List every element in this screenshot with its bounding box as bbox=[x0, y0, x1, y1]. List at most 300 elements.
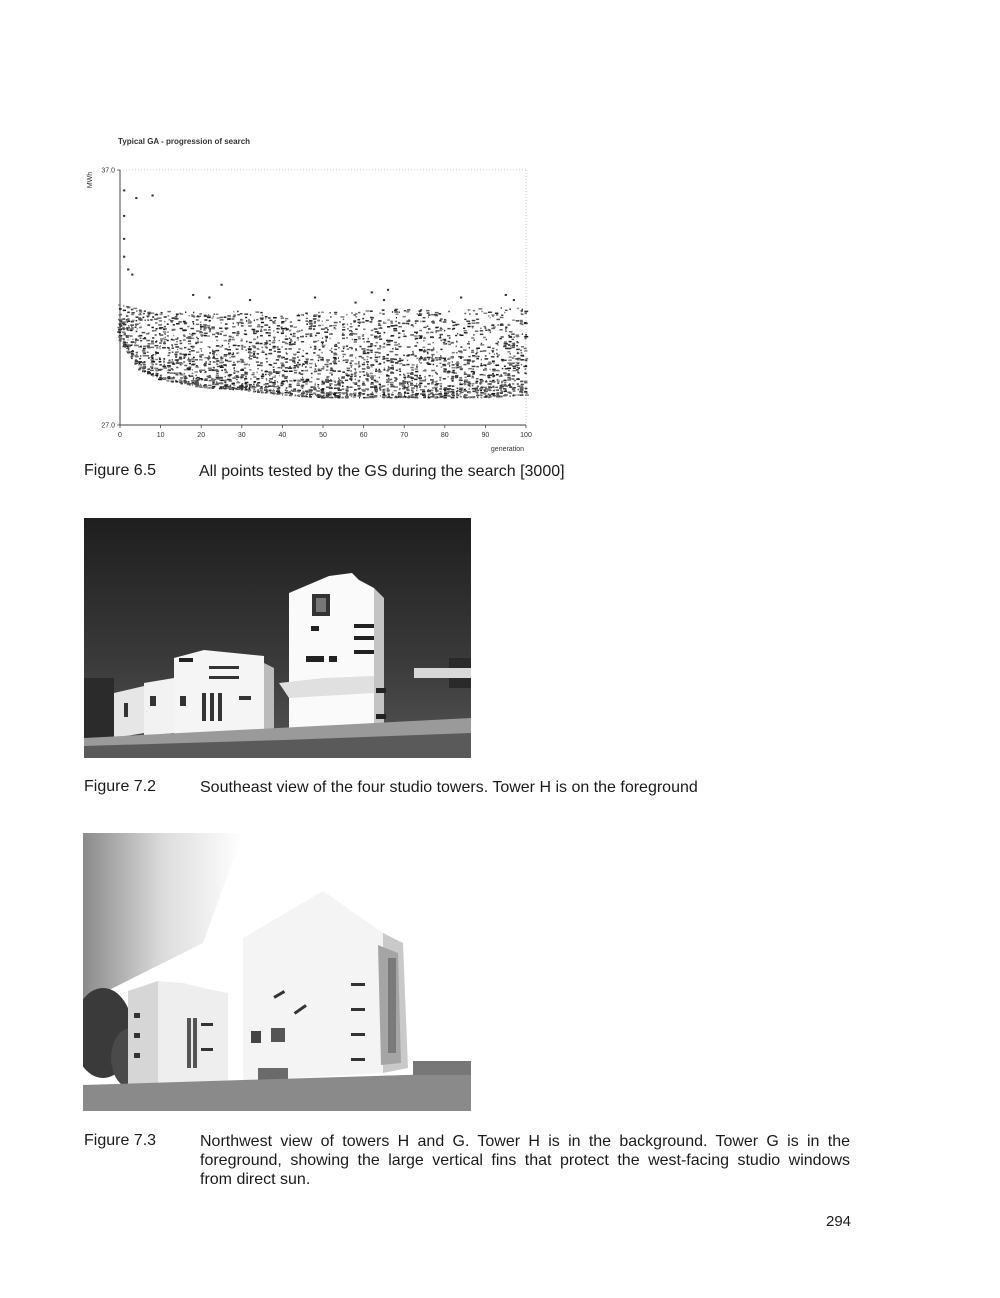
data-point bbox=[261, 392, 263, 394]
data-point bbox=[510, 353, 511, 355]
data-point bbox=[139, 361, 143, 363]
data-point bbox=[229, 357, 230, 359]
data-point bbox=[403, 382, 406, 384]
data-point bbox=[318, 315, 321, 317]
data-point bbox=[497, 356, 499, 358]
data-point bbox=[526, 358, 529, 360]
data-point bbox=[158, 369, 161, 371]
data-point bbox=[370, 375, 373, 377]
data-point bbox=[253, 331, 255, 333]
data-point bbox=[346, 397, 348, 399]
data-point bbox=[460, 346, 462, 348]
data-point bbox=[249, 390, 250, 392]
data-point bbox=[213, 354, 215, 356]
data-point bbox=[176, 367, 178, 369]
data-point bbox=[365, 320, 368, 322]
data-point bbox=[143, 364, 146, 366]
data-point bbox=[354, 389, 357, 391]
data-point bbox=[306, 358, 309, 360]
data-point bbox=[460, 391, 461, 393]
data-point bbox=[204, 328, 207, 330]
data-point bbox=[266, 332, 269, 334]
data-point bbox=[219, 365, 222, 367]
data-point bbox=[219, 362, 222, 364]
data-point bbox=[468, 323, 471, 325]
data-point bbox=[463, 390, 467, 392]
data-point bbox=[380, 327, 382, 329]
data-point bbox=[355, 350, 357, 352]
data-point bbox=[299, 372, 301, 374]
data-point bbox=[317, 386, 318, 388]
data-point bbox=[217, 317, 220, 319]
data-point bbox=[511, 347, 515, 349]
data-point bbox=[179, 340, 181, 342]
data-point bbox=[147, 368, 150, 370]
data-point bbox=[492, 351, 494, 353]
data-point bbox=[317, 355, 320, 357]
data-point bbox=[200, 321, 201, 323]
data-point bbox=[240, 340, 242, 342]
data-point bbox=[159, 314, 162, 316]
data-point bbox=[224, 388, 227, 390]
data-point bbox=[282, 394, 283, 396]
data-point bbox=[122, 321, 126, 323]
data-point bbox=[379, 363, 381, 365]
data-point bbox=[443, 343, 446, 345]
x-tick-label: 70 bbox=[400, 432, 409, 439]
data-point bbox=[322, 346, 324, 348]
data-point bbox=[520, 350, 522, 352]
data-point bbox=[447, 388, 451, 390]
data-point bbox=[126, 336, 129, 338]
data-point bbox=[184, 383, 186, 385]
data-point bbox=[517, 389, 519, 391]
data-point bbox=[480, 344, 484, 346]
data-point bbox=[229, 336, 231, 338]
data-point bbox=[359, 346, 361, 348]
data-point bbox=[475, 387, 477, 389]
data-point bbox=[155, 363, 157, 365]
data-point bbox=[251, 387, 255, 389]
figure-6-5-caption: All points tested by the GS during the search [3000] bbox=[199, 463, 565, 480]
data-point bbox=[318, 320, 320, 322]
data-point bbox=[395, 309, 398, 311]
data-point bbox=[326, 337, 329, 339]
data-point bbox=[126, 306, 129, 308]
data-point bbox=[488, 377, 491, 379]
data-point bbox=[511, 333, 514, 335]
data-point bbox=[418, 384, 421, 386]
data-point bbox=[347, 348, 349, 350]
data-point bbox=[517, 308, 519, 310]
data-point bbox=[294, 372, 297, 374]
data-point bbox=[235, 375, 238, 377]
data-point bbox=[452, 361, 453, 363]
data-point bbox=[480, 380, 483, 382]
data-point bbox=[261, 322, 264, 324]
data-point bbox=[431, 349, 435, 351]
data-point bbox=[321, 352, 323, 354]
data-point bbox=[439, 377, 441, 379]
data-point bbox=[337, 395, 339, 397]
data-point bbox=[390, 321, 392, 323]
data-point bbox=[342, 385, 344, 387]
data-point bbox=[279, 340, 280, 342]
data-point bbox=[504, 312, 505, 314]
data-point bbox=[489, 369, 490, 371]
data-point bbox=[223, 380, 226, 382]
data-point bbox=[505, 329, 506, 331]
data-point bbox=[449, 358, 450, 360]
data-point bbox=[340, 316, 344, 318]
data-point bbox=[404, 378, 406, 380]
data-point bbox=[171, 339, 173, 341]
data-point bbox=[290, 395, 292, 397]
data-point bbox=[463, 349, 466, 351]
data-point bbox=[191, 315, 195, 317]
data-point bbox=[351, 396, 353, 398]
data-point bbox=[424, 357, 427, 359]
data-point bbox=[210, 361, 212, 363]
data-point bbox=[222, 386, 223, 388]
data-point bbox=[273, 389, 274, 391]
data-point bbox=[269, 340, 271, 342]
data-point bbox=[419, 349, 423, 351]
data-point bbox=[398, 393, 402, 395]
data-point bbox=[228, 343, 229, 345]
data-point bbox=[225, 328, 227, 330]
data-point bbox=[387, 326, 390, 328]
data-point bbox=[313, 388, 316, 390]
data-point bbox=[383, 369, 385, 371]
data-point bbox=[451, 320, 452, 322]
data-point bbox=[272, 385, 275, 387]
data-point bbox=[513, 370, 517, 372]
data-point bbox=[159, 377, 162, 379]
data-point bbox=[439, 334, 443, 336]
data-point bbox=[428, 314, 430, 316]
data-point bbox=[297, 339, 298, 341]
data-point bbox=[237, 314, 240, 316]
data-point bbox=[433, 364, 434, 366]
data-point bbox=[233, 367, 234, 369]
data-point bbox=[358, 364, 360, 366]
data-point bbox=[386, 374, 388, 376]
data-point bbox=[314, 371, 317, 373]
data-point bbox=[503, 372, 507, 374]
data-point bbox=[313, 318, 317, 320]
data-point bbox=[435, 381, 438, 383]
data-point bbox=[362, 318, 364, 320]
data-point bbox=[399, 363, 402, 365]
data-point bbox=[497, 354, 500, 356]
data-point bbox=[322, 357, 324, 359]
data-point bbox=[346, 314, 347, 316]
data-point bbox=[224, 369, 226, 371]
data-point bbox=[488, 361, 491, 363]
data-point bbox=[353, 333, 357, 335]
data-point bbox=[520, 387, 524, 389]
data-point bbox=[440, 355, 441, 357]
tower-far-left bbox=[114, 686, 144, 738]
data-point bbox=[326, 319, 329, 321]
data-point bbox=[204, 372, 206, 374]
data-point bbox=[329, 383, 333, 385]
data-point bbox=[358, 380, 360, 382]
data-point bbox=[298, 390, 299, 392]
data-point bbox=[388, 366, 389, 368]
data-point bbox=[395, 348, 398, 350]
data-point bbox=[280, 385, 283, 387]
data-point bbox=[266, 340, 268, 342]
data-point bbox=[302, 387, 304, 389]
data-point bbox=[215, 358, 219, 360]
data-point bbox=[233, 311, 234, 313]
data-point bbox=[514, 380, 516, 382]
data-point bbox=[430, 379, 434, 381]
data-point bbox=[342, 392, 346, 394]
data-point bbox=[520, 320, 523, 322]
data-point bbox=[281, 357, 283, 359]
data-point bbox=[197, 315, 198, 317]
data-point bbox=[414, 335, 418, 337]
data-point bbox=[435, 312, 439, 314]
data-point bbox=[359, 356, 362, 358]
data-point bbox=[274, 393, 275, 395]
data-point bbox=[159, 361, 162, 363]
data-point bbox=[213, 356, 215, 358]
data-point bbox=[367, 366, 369, 368]
data-point bbox=[124, 346, 126, 348]
data-point bbox=[497, 393, 499, 395]
data-point bbox=[294, 359, 296, 361]
data-point bbox=[305, 312, 307, 314]
data-point bbox=[439, 359, 442, 361]
data-point bbox=[471, 350, 473, 352]
data-point bbox=[216, 371, 219, 373]
data-point bbox=[266, 358, 268, 360]
data-point bbox=[276, 372, 280, 374]
data-point bbox=[241, 338, 243, 340]
data-point bbox=[334, 397, 336, 399]
data-point bbox=[508, 359, 512, 361]
data-point bbox=[412, 326, 414, 328]
data-point bbox=[285, 335, 287, 337]
data-point bbox=[305, 366, 307, 368]
data-point bbox=[244, 364, 247, 366]
data-point bbox=[128, 349, 129, 351]
data-point bbox=[305, 381, 308, 383]
data-point bbox=[399, 311, 400, 313]
data-point bbox=[407, 383, 408, 385]
x-tick-label: 10 bbox=[156, 432, 165, 439]
data-point bbox=[139, 358, 141, 360]
data-point bbox=[394, 390, 397, 392]
data-point bbox=[224, 354, 228, 356]
data-point bbox=[237, 311, 239, 313]
data-point bbox=[447, 335, 450, 337]
data-point bbox=[156, 328, 158, 330]
data-point bbox=[496, 353, 498, 355]
data-point bbox=[179, 358, 181, 360]
data-point bbox=[195, 375, 197, 377]
data-point bbox=[423, 317, 426, 319]
data-point bbox=[343, 319, 344, 321]
data-point bbox=[416, 390, 417, 392]
data-point bbox=[195, 382, 199, 384]
data-point bbox=[285, 361, 286, 363]
data-point bbox=[253, 391, 255, 393]
data-point bbox=[290, 334, 292, 336]
data-point bbox=[375, 369, 377, 371]
data-point bbox=[384, 389, 385, 391]
data-point bbox=[524, 322, 527, 324]
data-point bbox=[370, 364, 374, 366]
data-point bbox=[378, 325, 382, 327]
data-point bbox=[160, 348, 161, 350]
data-point bbox=[227, 379, 231, 381]
data-point bbox=[329, 397, 333, 399]
data-point bbox=[358, 336, 361, 338]
data-point bbox=[147, 319, 149, 321]
data-point bbox=[131, 327, 133, 329]
data-point bbox=[329, 350, 331, 352]
data-point bbox=[233, 345, 237, 347]
data-point-outlier bbox=[505, 294, 507, 296]
data-point bbox=[516, 341, 517, 343]
data-point bbox=[184, 381, 188, 383]
data-point bbox=[127, 339, 128, 341]
data-point bbox=[269, 320, 272, 322]
data-point bbox=[359, 376, 361, 378]
data-point bbox=[192, 382, 195, 384]
data-point bbox=[450, 391, 454, 393]
data-point bbox=[303, 350, 304, 352]
data-point bbox=[521, 392, 523, 394]
data-point bbox=[297, 352, 300, 354]
data-point bbox=[475, 353, 477, 355]
data-point bbox=[386, 360, 389, 362]
data-point bbox=[231, 318, 234, 320]
data-point bbox=[163, 358, 165, 360]
data-point bbox=[505, 343, 508, 345]
data-point bbox=[501, 392, 503, 394]
data-point bbox=[288, 348, 291, 350]
data-point bbox=[183, 376, 185, 378]
data-point bbox=[170, 320, 174, 322]
data-point bbox=[163, 367, 167, 369]
data-point bbox=[150, 312, 154, 314]
data-point bbox=[164, 316, 167, 318]
data-point bbox=[342, 346, 345, 348]
data-point bbox=[175, 338, 176, 340]
data-point bbox=[513, 390, 516, 392]
data-point bbox=[383, 393, 385, 395]
data-point bbox=[168, 362, 170, 364]
data-point bbox=[246, 320, 247, 322]
data-point bbox=[171, 381, 174, 383]
data-point bbox=[457, 390, 459, 392]
data-point bbox=[516, 336, 520, 338]
data-point bbox=[465, 397, 466, 399]
data-point bbox=[150, 359, 154, 361]
data-point bbox=[313, 326, 316, 328]
data-point bbox=[416, 366, 418, 368]
data-point bbox=[196, 337, 197, 339]
data-point bbox=[500, 338, 502, 340]
data-point bbox=[286, 358, 289, 360]
data-point bbox=[148, 315, 149, 317]
data-point bbox=[232, 354, 234, 356]
data-point bbox=[441, 321, 442, 323]
data-point bbox=[289, 366, 291, 368]
chart-points bbox=[117, 189, 529, 398]
data-point bbox=[364, 341, 365, 343]
data-point bbox=[410, 373, 413, 375]
data-point bbox=[386, 358, 389, 360]
data-point bbox=[402, 323, 405, 325]
data-point bbox=[438, 313, 441, 315]
data-point bbox=[269, 332, 271, 334]
data-point bbox=[254, 320, 255, 322]
data-point bbox=[309, 333, 312, 335]
data-point bbox=[220, 356, 221, 358]
data-point bbox=[486, 339, 487, 341]
data-point bbox=[380, 395, 381, 397]
data-point bbox=[268, 317, 271, 319]
data-point bbox=[456, 352, 458, 354]
data-point bbox=[253, 389, 255, 391]
data-point bbox=[375, 357, 378, 359]
data-point bbox=[270, 364, 272, 366]
data-point bbox=[366, 310, 370, 312]
data-point bbox=[248, 388, 250, 390]
data-point bbox=[316, 332, 320, 334]
data-point bbox=[127, 350, 128, 352]
data-point bbox=[237, 388, 239, 390]
data-point bbox=[154, 345, 158, 347]
data-point bbox=[342, 388, 344, 390]
data-point bbox=[358, 338, 361, 340]
data-point bbox=[123, 334, 125, 336]
data-point bbox=[413, 352, 414, 354]
data-point bbox=[512, 339, 515, 341]
data-point bbox=[306, 353, 309, 355]
data-point bbox=[419, 380, 421, 382]
data-point bbox=[342, 334, 345, 336]
data-point bbox=[250, 314, 251, 316]
data-point bbox=[366, 374, 368, 376]
data-point-outlier bbox=[192, 294, 194, 296]
data-point bbox=[265, 354, 267, 356]
data-point bbox=[204, 315, 208, 317]
data-point bbox=[236, 335, 239, 337]
data-point bbox=[338, 361, 340, 363]
data-point bbox=[505, 330, 507, 332]
data-point bbox=[394, 342, 397, 344]
data-point bbox=[404, 392, 406, 394]
data-point bbox=[161, 340, 163, 342]
data-point bbox=[452, 325, 455, 327]
data-point bbox=[285, 348, 288, 350]
data-point bbox=[155, 354, 157, 356]
data-point bbox=[228, 339, 230, 341]
data-point bbox=[244, 346, 246, 348]
data-point bbox=[213, 314, 215, 316]
data-point bbox=[151, 362, 154, 364]
x-tick-label: 90 bbox=[481, 432, 490, 439]
data-point bbox=[273, 363, 277, 365]
